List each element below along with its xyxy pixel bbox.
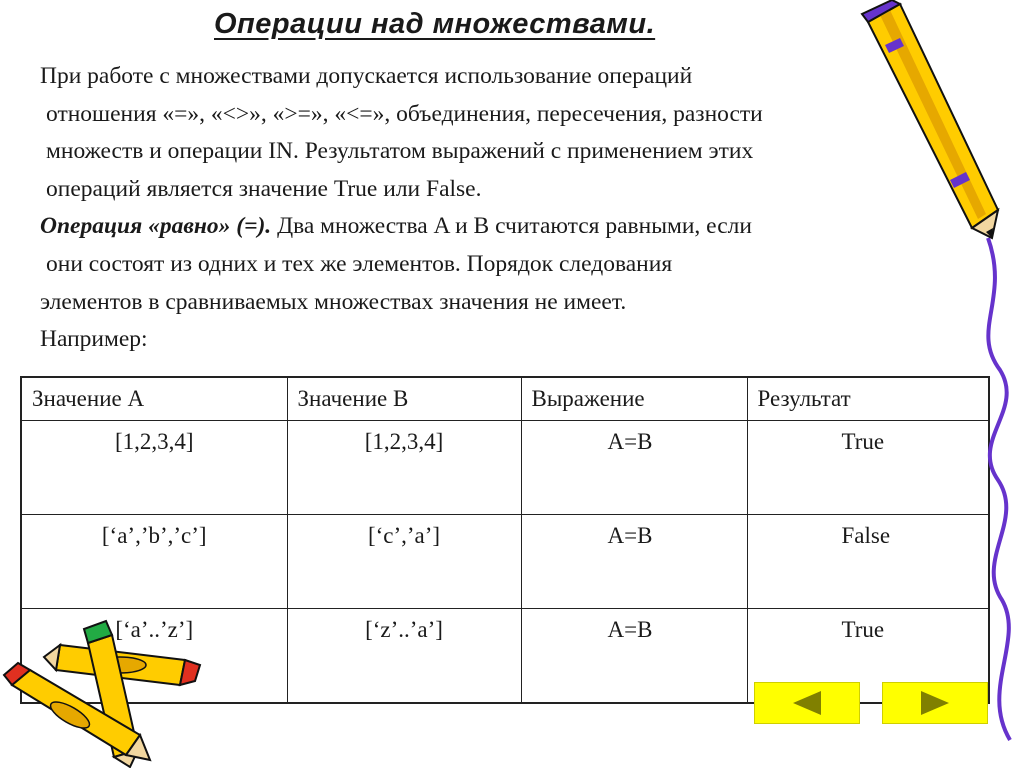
cell-expression: A=B [521, 421, 747, 515]
slide-body [40, 58, 920, 359]
paragraph-line: множеств и операции IN. Результатом выражений с применением этих [46, 138, 754, 165]
cell-value-a: [‘a’,’b’,’c’] [21, 515, 287, 609]
paragraph-line: отношения «=», «<>», «>=», «<=», объединения, пересечения, разности [46, 100, 763, 127]
cell-expression: A=B [521, 515, 747, 609]
paragraph-line: При работе с множествами допускается использование операций [40, 63, 693, 89]
cell-result: True [747, 421, 989, 515]
paragraph-line: они состоят из одних и тех же элементов. Порядок следования [46, 250, 673, 277]
cell-value-b: [‘c’,’a’] [287, 515, 521, 609]
header-expression: Выражение [521, 377, 747, 421]
header-value-a: Значение А [21, 377, 287, 421]
header-result: Результат [747, 377, 989, 421]
example-label: Например: [40, 326, 148, 353]
paragraph-text: Два множества A и B считаются равными, если [271, 213, 752, 240]
triangle-left-icon [755, 683, 859, 723]
next-slide-button[interactable] [882, 682, 988, 724]
previous-slide-button[interactable] [754, 682, 860, 724]
paragraph-line [40, 208, 920, 246]
cell-result: False [747, 515, 989, 609]
operation-equal-heading: Операция «равно» (=). [40, 213, 272, 240]
cell-value-b: [1,2,3,4] [287, 421, 521, 515]
cell-value-a: [1,2,3,4] [21, 421, 287, 515]
cell-expression: A=B [521, 609, 747, 704]
squiggle-line [988, 238, 1010, 740]
cell-result: True [747, 609, 989, 704]
pencils-decoration [0, 615, 210, 768]
slide-title: Операции над множествами. [214, 8, 656, 40]
header-value-b: Значение В [287, 377, 521, 421]
paragraph-line: операций является значение True или False. [46, 175, 482, 202]
cell-value-b: [‘z’..’a’] [287, 609, 521, 704]
triangle-right-icon [883, 683, 987, 723]
pencil-decoration [840, 0, 1024, 768]
paragraph-line: элементов в сравниваемых множествах значения не имеет. [40, 288, 627, 315]
cell-value-a: [‘a’..’z’] [21, 609, 287, 704]
pencil-icon [862, 0, 998, 238]
